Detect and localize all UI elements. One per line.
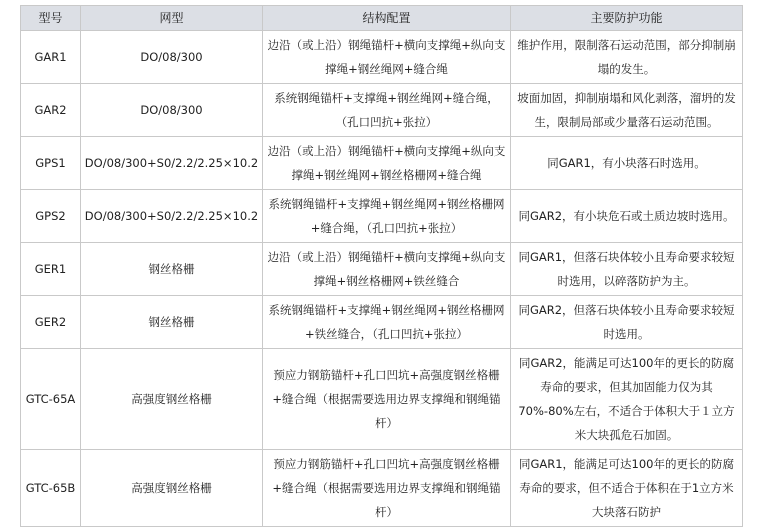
cell-protection-function: 同GAR1，但落石块体较小且寿命要求较短时选用，以碎落防护为主。 <box>511 243 743 296</box>
cell-structure-config: 预应力钢筋锚杆+孔口凹坑+高强度钢丝格栅+缝合绳（根据需要选用边界支撑绳和钢绳锚杆） <box>263 450 511 527</box>
header-model: 型号 <box>21 6 81 31</box>
cell-protection-function: 同GAR2，能满足可达100年的更长的防腐寿命的要求，但其加固能力仅为其70%-80%左右，不适合于体积大于１立方米大块孤危石加固。 <box>511 349 743 450</box>
cell-mesh-type: 高强度钢丝格栅 <box>81 349 263 450</box>
cell-mesh-type: DO/08/300+S0/2.2/2.25×10.2 <box>81 137 263 190</box>
cell-structure-config: 系统钢绳锚杆+支撑绳+钢丝绳网+钢丝格栅网+缝合绳，（孔口凹抗+张拉） <box>263 190 511 243</box>
table-body <box>21 31 743 527</box>
cell-model: GAR1 <box>21 31 81 84</box>
cell-mesh-type: DO/08/300 <box>81 31 263 84</box>
protection-spec-table <box>20 5 743 527</box>
cell-model: GAR2 <box>21 84 81 137</box>
cell-mesh-type: DO/08/300 <box>81 84 263 137</box>
table-header <box>21 6 743 31</box>
cell-structure-config: 边沿（或上沿）钢绳锚杆+横向支撑绳+纵向支撑绳+钢丝格栅网+铁丝缝合 <box>263 243 511 296</box>
table-row <box>21 31 743 84</box>
header-structure-config: 结构配置 <box>263 6 511 31</box>
cell-structure-config: 系统钢绳锚杆+支撑绳+钢丝绳网+缝合绳，（孔口凹抗+张拉） <box>263 84 511 137</box>
header-row <box>21 6 743 31</box>
cell-model: GTC-65A <box>21 349 81 450</box>
cell-protection-function: 同GAR2，但落石块体较小且寿命要求较短时选用。 <box>511 296 743 349</box>
cell-structure-config: 系统钢绳锚杆+支撑绳+钢丝绳网+钢丝格栅网+铁丝缝合，（孔口凹抗+张拉） <box>263 296 511 349</box>
cell-protection-function: 维护作用，限制落石运动范围，部分抑制崩塌的发生。 <box>511 31 743 84</box>
cell-protection-function: 同GAR2，有小块危石或土质边坡时选用。 <box>511 190 743 243</box>
table-row <box>21 349 743 450</box>
cell-mesh-type: 高强度钢丝格栅 <box>81 450 263 527</box>
table-row <box>21 137 743 190</box>
cell-structure-config: 边沿（或上沿）钢绳锚杆+横向支撑绳+纵向支撑绳+钢丝绳网+缝合绳 <box>263 31 511 84</box>
cell-model: GPS1 <box>21 137 81 190</box>
cell-model: GER1 <box>21 243 81 296</box>
header-mesh-type: 网型 <box>81 6 263 31</box>
table-row <box>21 84 743 137</box>
cell-mesh-type: 钢丝格栅 <box>81 243 263 296</box>
table-row <box>21 296 743 349</box>
cell-structure-config: 预应力钢筋锚杆+孔口凹坑+高强度钢丝格栅+缝合绳（根据需要选用边界支撑绳和钢绳锚杆） <box>263 349 511 450</box>
cell-model: GPS2 <box>21 190 81 243</box>
cell-protection-function: 同GAR1，有小块落石时选用。 <box>511 137 743 190</box>
cell-structure-config: 边沿（或上沿）钢绳锚杆+横向支撑绳+纵向支撑绳+钢丝绳网+钢丝格栅网+缝合绳 <box>263 137 511 190</box>
table-row <box>21 190 743 243</box>
cell-mesh-type: 钢丝格栅 <box>81 296 263 349</box>
table-row <box>21 450 743 527</box>
header-protection-function: 主要防护功能 <box>511 6 743 31</box>
cell-model: GER2 <box>21 296 81 349</box>
cell-protection-function: 坡面加固，抑制崩塌和风化剥落，溜坍的发生，限制局部或少量落石运动范围。 <box>511 84 743 137</box>
cell-mesh-type: DO/08/300+S0/2.2/2.25×10.2 <box>81 190 263 243</box>
cell-model: GTC-65B <box>21 450 81 527</box>
table-row <box>21 243 743 296</box>
cell-protection-function: 同GAR1，能满足可达100年的更长的防腐寿命的要求，但不适合于体积在于1立方米大块落石防护 <box>511 450 743 527</box>
